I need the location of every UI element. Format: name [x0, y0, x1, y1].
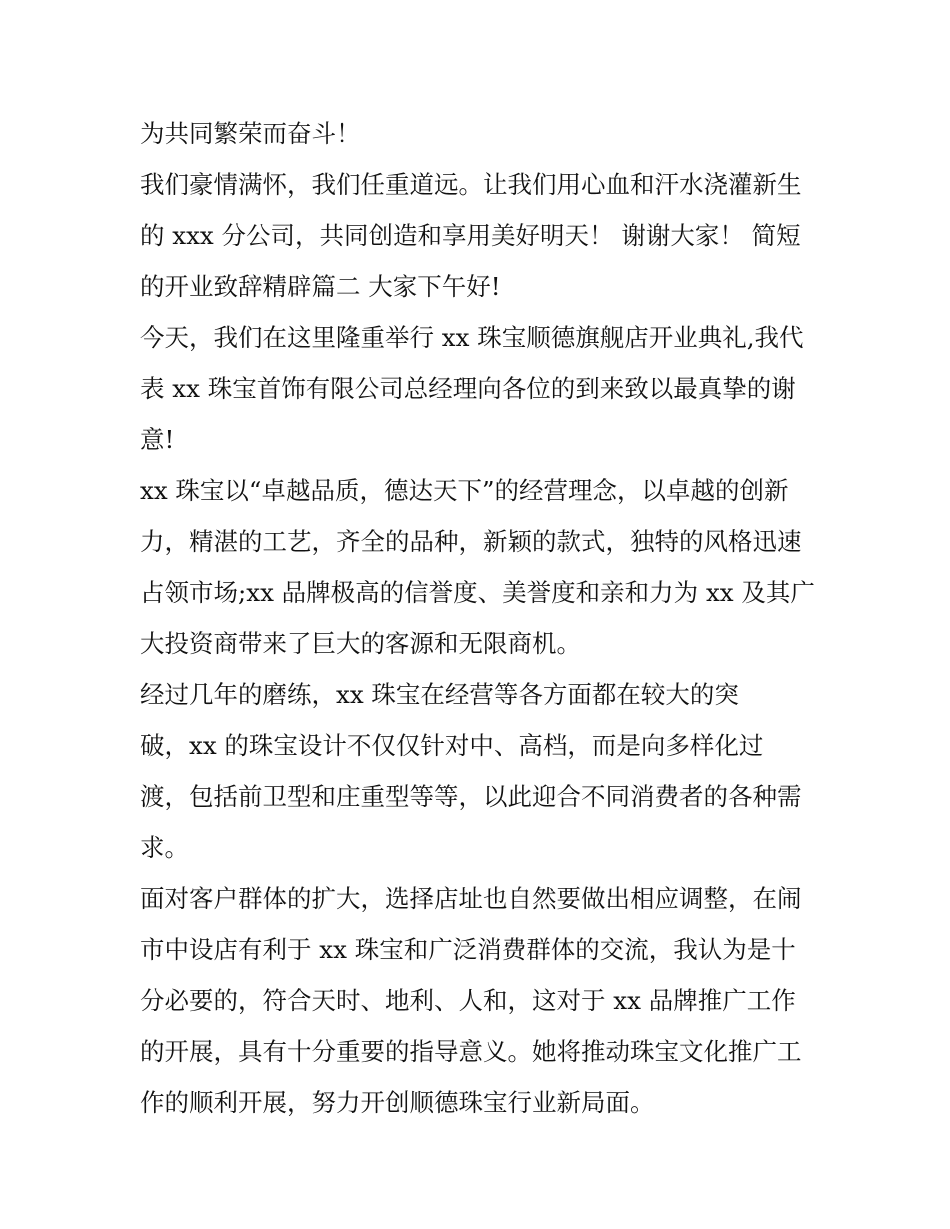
text-line: 渡，包括前卫型和庄重型等等，以此迎合不同消费者的各种需: [140, 782, 802, 811]
text-line: 意!: [140, 425, 175, 454]
text-line: 今天，我们在这里隆重举行 xx 珠宝顺德旗舰店开业典礼,我代: [140, 323, 804, 352]
text-line: 面对客户群体的扩大，选择店址也自然要做出相应调整，在闹: [140, 884, 802, 913]
body-text: [140, 108, 820, 1128]
text-line: 分必要的，符合天时、地利、人和，这对于 xx 品牌推广工作: [140, 986, 796, 1015]
text-line: 的 xxx 分公司，共同创造和享用美好明天！ 谢谢大家！ 简短: [140, 221, 801, 250]
text-line: xx 珠宝以“卓越品质，德达天下”的经营理念，以卓越的创新: [140, 476, 789, 505]
text-line: 占领市场;xx 品牌极高的信誉度、美誉度和亲和力为 xx 及其广: [140, 578, 815, 607]
text-line: 我们豪情满怀，我们任重道远。让我们用心血和汗水浇灌新生: [140, 170, 802, 199]
text-line: 破，xx 的珠宝设计不仅仅针对中、高档，而是向多样化过: [140, 731, 764, 760]
text-line: 为共同繁荣而奋斗！: [140, 119, 361, 148]
text-line: 力，精湛的工艺，齐全的品种，新颖的款式，独特的风格迅速: [140, 527, 802, 556]
text-line: 市中设店有利于 xx 珠宝和广泛消费群体的交流，我认为是十: [140, 935, 796, 964]
text-line: 大投资商带来了巨大的客源和无限商机。: [140, 629, 581, 658]
text-line: 的开展，具有十分重要的指导意义。她将推动珠宝文化推广工: [140, 1037, 802, 1066]
text-line: 求。: [140, 833, 189, 862]
text-line: 作的顺利开展，努力开创顺德珠宝行业新局面。: [140, 1088, 655, 1117]
text-line: 的开业致辞精辟篇二 大家下午好!: [140, 272, 501, 301]
text-line: 经过几年的磨练，xx 珠宝在经营等各方面都在较大的突: [140, 680, 739, 709]
text-line: 表 xx 珠宝首饰有限公司总经理向各位的到来致以最真挚的谢: [140, 374, 796, 403]
